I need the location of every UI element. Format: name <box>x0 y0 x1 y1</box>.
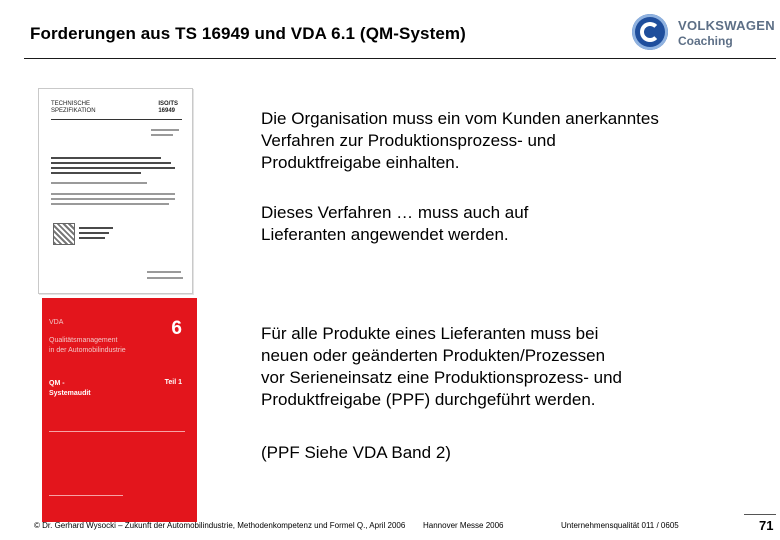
vda-6-book-cover-image <box>42 298 197 522</box>
footer-author: © Dr. Gerhard Wysocki – Zukunft der Automobilindustrie, Methodenkompetenz und Formel Q., April 2006 <box>34 521 406 530</box>
iso-cover-heading-line <box>51 172 141 174</box>
iso-cover-publisher-line <box>79 237 105 239</box>
iso-cover-publisher-line <box>79 227 113 229</box>
footer-company: Unternehmensqualität 011 / 0605 <box>561 521 679 530</box>
iso-cover-fine-print <box>51 203 169 205</box>
iso-cover-rule <box>51 119 182 120</box>
vw-coaching-logo-icon <box>632 14 668 50</box>
page-number: 71 <box>759 518 774 533</box>
vda-book-fine-print <box>49 495 123 496</box>
vda-book-label: VDA <box>49 319 64 326</box>
footer-event: Hannover Messe 2006 <box>423 521 504 530</box>
iso-cover-label-right: ISO/TS 16949 <box>158 101 178 114</box>
vda-book-part-title: QM - Systemaudit <box>49 380 91 397</box>
iso-cover-heading-line <box>51 162 171 164</box>
iso-cover-fine-print <box>51 198 175 200</box>
iso-cover-fine-print <box>151 129 179 131</box>
iso-cover-label-left: TECHNISCHE SPEZIFIKATION <box>51 101 96 114</box>
iatf-emblem-icon <box>53 223 75 245</box>
volkswagen-coaching-logo <box>632 14 775 54</box>
iso-cover-reference <box>147 277 183 279</box>
logo-text-brand: VOLKSWAGEN <box>678 18 775 33</box>
vda-book-subtitle: Qualitätsmanagement in der Automobilindustrie <box>49 337 126 354</box>
iso-cover-reference <box>147 271 181 273</box>
footer-page-divider <box>744 514 776 515</box>
iso-cover-publisher-line <box>79 232 109 234</box>
vda-book-fine-print <box>49 431 185 432</box>
vda-book-part: Teil 1 <box>164 379 182 386</box>
slide-title: Forderungen aus TS 16949 und VDA 6.1 (QM-System) <box>30 24 466 43</box>
iso-cover-heading-line <box>51 157 161 159</box>
iso-cover-fine-print <box>51 182 147 184</box>
iso-cover-fine-print <box>51 193 175 195</box>
logo-text-sub: Coaching <box>678 34 733 48</box>
iso-cover-heading-line <box>51 167 175 169</box>
paragraph-ppf-note: (PPF Siehe VDA Band 2) <box>261 443 451 462</box>
paragraph-lieferanten: Für alle Produkte eines Lieferanten muss bei neuen oder geänderten Produkten/Prozessen vor Serieneinsatz eine Produktionsprozess- und Produktfreigabe (PPF) durchgeführt werden. <box>261 324 622 409</box>
vda-book-number: 6 <box>171 318 182 339</box>
iso-ts-16949-cover-image <box>38 88 193 294</box>
iso-cover-fine-print <box>151 134 173 136</box>
title-divider <box>24 58 776 59</box>
paragraph-organisation: Die Organisation muss ein vom Kunden anerkanntes Verfahren zur Produktionsprozess- und Produktfreigabe einhalten. <box>261 109 659 172</box>
paragraph-verfahren: Dieses Verfahren … muss auch auf Lieferanten angewendet werden. <box>261 203 529 244</box>
